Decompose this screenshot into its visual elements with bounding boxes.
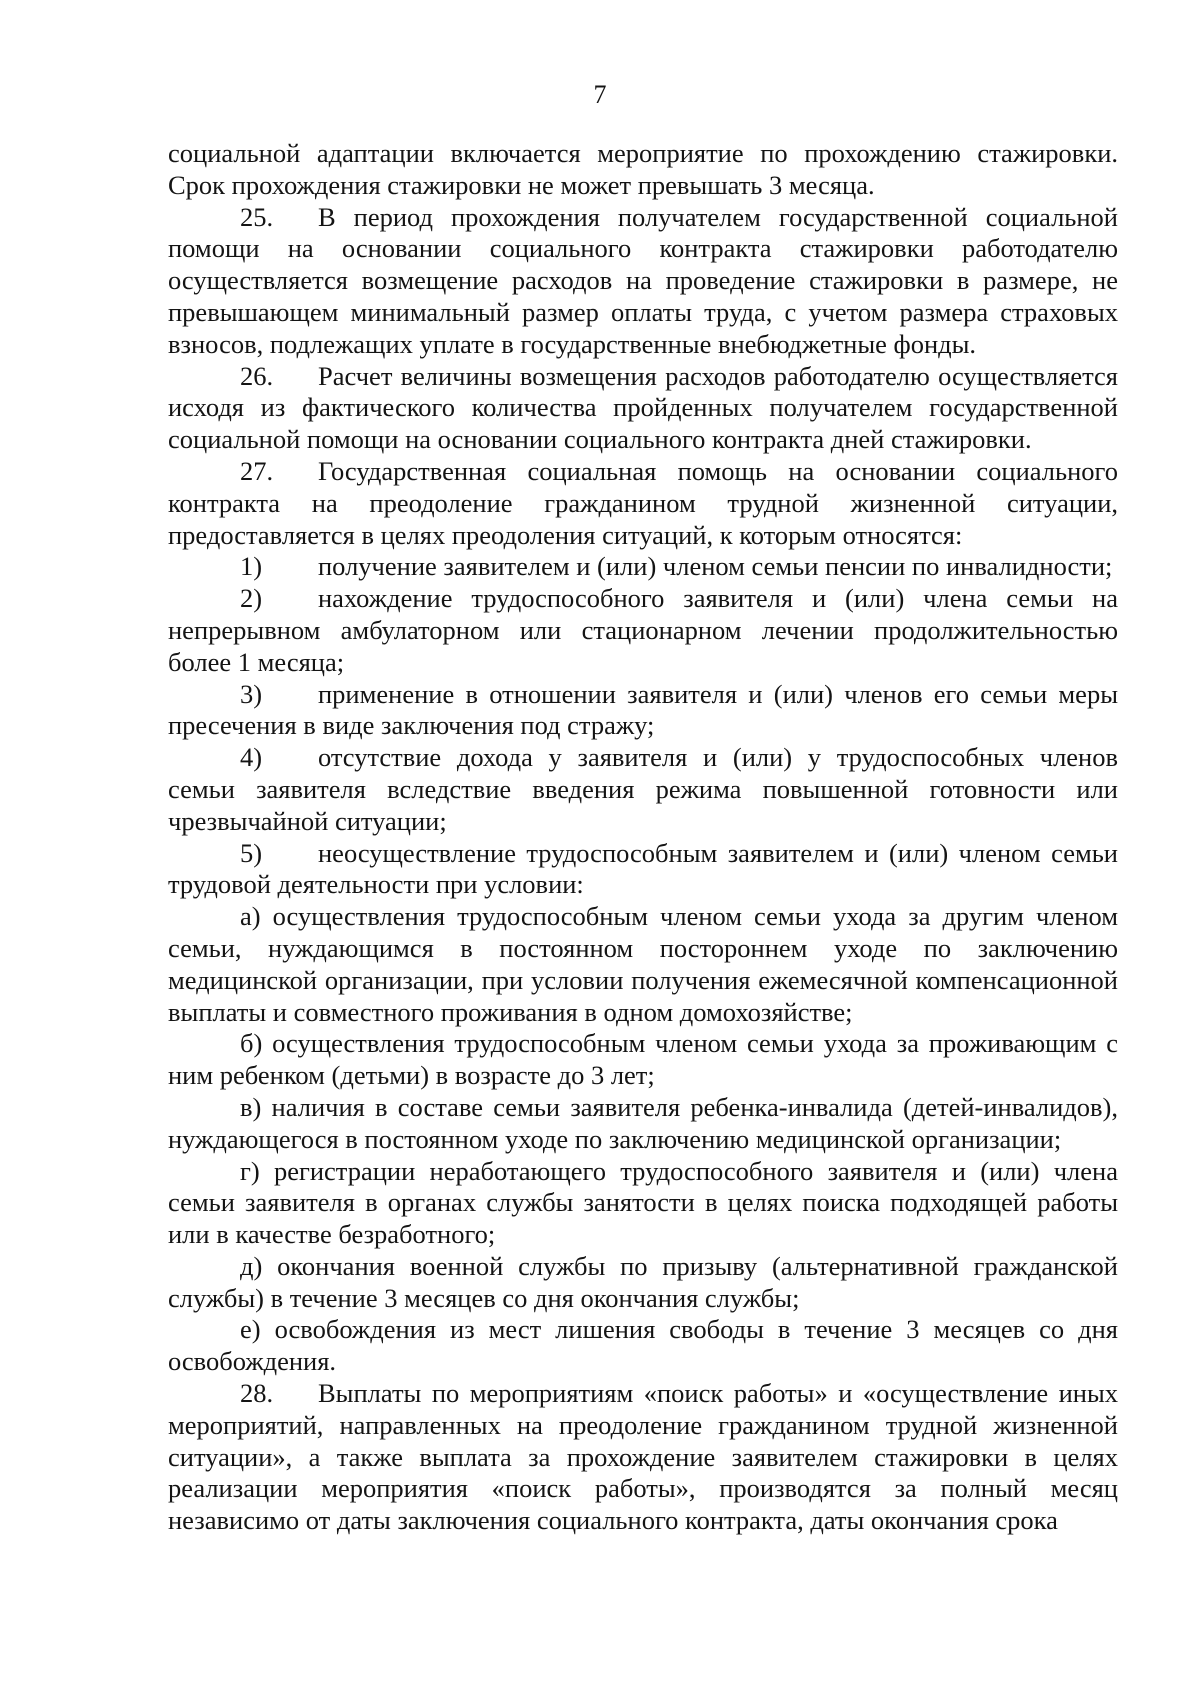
list-item-number: 3) bbox=[240, 678, 263, 709]
list-item-number: 4) bbox=[240, 742, 263, 773]
paragraph-number: 26. bbox=[240, 360, 274, 391]
sub-item-g: г) регистрации неработающего трудоспособного заявителя и (или) члена семьи заявителя в органах службы занятости в целях поиска подходящей работы или в качестве безработного; bbox=[168, 1155, 1118, 1250]
paragraph-number: 28. bbox=[240, 1378, 274, 1409]
paragraph-28: 28. Выплаты по мероприятиям «поиск работы» и «осуществление иных мероприятий, направленных на преодоление гражданином трудной жизненной ситуации», а также выплата за прохождение заявителем стажировки в целях реализации мероприятия «поиск работы», производятся за полный месяц независимо от даты заключения социального контракта, даты окончания срока bbox=[168, 1378, 1118, 1536]
list-item-5: 5) неосуществление трудоспособным заявителем и (или) членом семьи трудовой деятельности при условии: bbox=[168, 837, 1118, 900]
list-item-4: 4) отсутствие дохода у заявителя и (или) у трудоспособных членов семьи заявителя вследствие введения режима повышенной готовности или чрезвычайной ситуации; bbox=[168, 742, 1118, 836]
paragraph-27: 27. Государственная социальная помощь на основании социального контракта на преодоление гражданином трудной жизненной ситуации, предоставляется в целях преодоления ситуаций, к которым относятся: bbox=[168, 455, 1118, 550]
paragraph-number: 25. bbox=[240, 201, 274, 232]
list-item-3: 3) применение в отношении заявителя и (или) членов его семьи меры пресечения в виде заключения под стражу; bbox=[168, 678, 1118, 741]
paragraph-25: 25. В период прохождения получателем государственной социальной помощи на основании социального контракта стажировки работодателю осуществляется возмещение расходов на проведение стажировки в размере, не превышающем минимальный размер оплаты труда, с учетом размера страховых взносов, подлежащих уплате в государственные внебюджетные фонды. bbox=[168, 201, 1118, 359]
document-body bbox=[168, 138, 1118, 1537]
paragraph-number: 27. bbox=[240, 455, 274, 486]
sub-item-d: д) окончания военной службы по призыву (альтернативной гражданской службы) в течение 3 месяцев со дня окончания службы; bbox=[168, 1250, 1118, 1313]
sub-item-v: в) наличия в составе семьи заявителя ребенка-инвалида (детей-инвалидов), нуждающегося в постоянном уходе по заключению медицинской организации; bbox=[168, 1091, 1118, 1154]
list-item-number: 1) bbox=[240, 551, 263, 582]
list-item-2: 2) нахождение трудоспособного заявителя и (или) члена семьи на непрерывном амбулаторном или стационарном лечении продолжительностью более 1 месяца; bbox=[168, 583, 1118, 677]
paragraph-26: 26. Расчет величины возмещения расходов работодателю осуществляется исходя из фактического количества пройденных получателем государственной социальной помощи на основании социального контракта дней стажировки. bbox=[168, 360, 1118, 455]
paragraph-continuation: социальной адаптации включается мероприятие по прохождению стажировки. Срок прохождения стажировки не может превышать 3 месяца. bbox=[168, 138, 1118, 200]
list-item-number: 2) bbox=[240, 583, 263, 614]
list-item-1: 1) получение заявителем и (или) членом семьи пенсии по инвалидности; bbox=[240, 551, 1113, 582]
page-number: 7 bbox=[593, 80, 607, 109]
sub-item-a: а) осуществления трудоспособным членом семьи ухода за другим членом семьи, нуждающимся в постоянном постороннем уходе по заключению медицинской организации, при условии получения ежемесячной компенсационной выплаты и совместного проживания в одном домохозяйстве; bbox=[168, 901, 1118, 1027]
sub-item-e: е) освобождения из мест лишения свободы в течение 3 месяцев со дня освобождения. bbox=[168, 1314, 1118, 1377]
sub-item-b: б) осуществления трудоспособным членом семьи ухода за проживающим с ним ребенком (детьми) в возрасте до 3 лет; bbox=[168, 1028, 1118, 1091]
list-item-number: 5) bbox=[240, 837, 263, 868]
